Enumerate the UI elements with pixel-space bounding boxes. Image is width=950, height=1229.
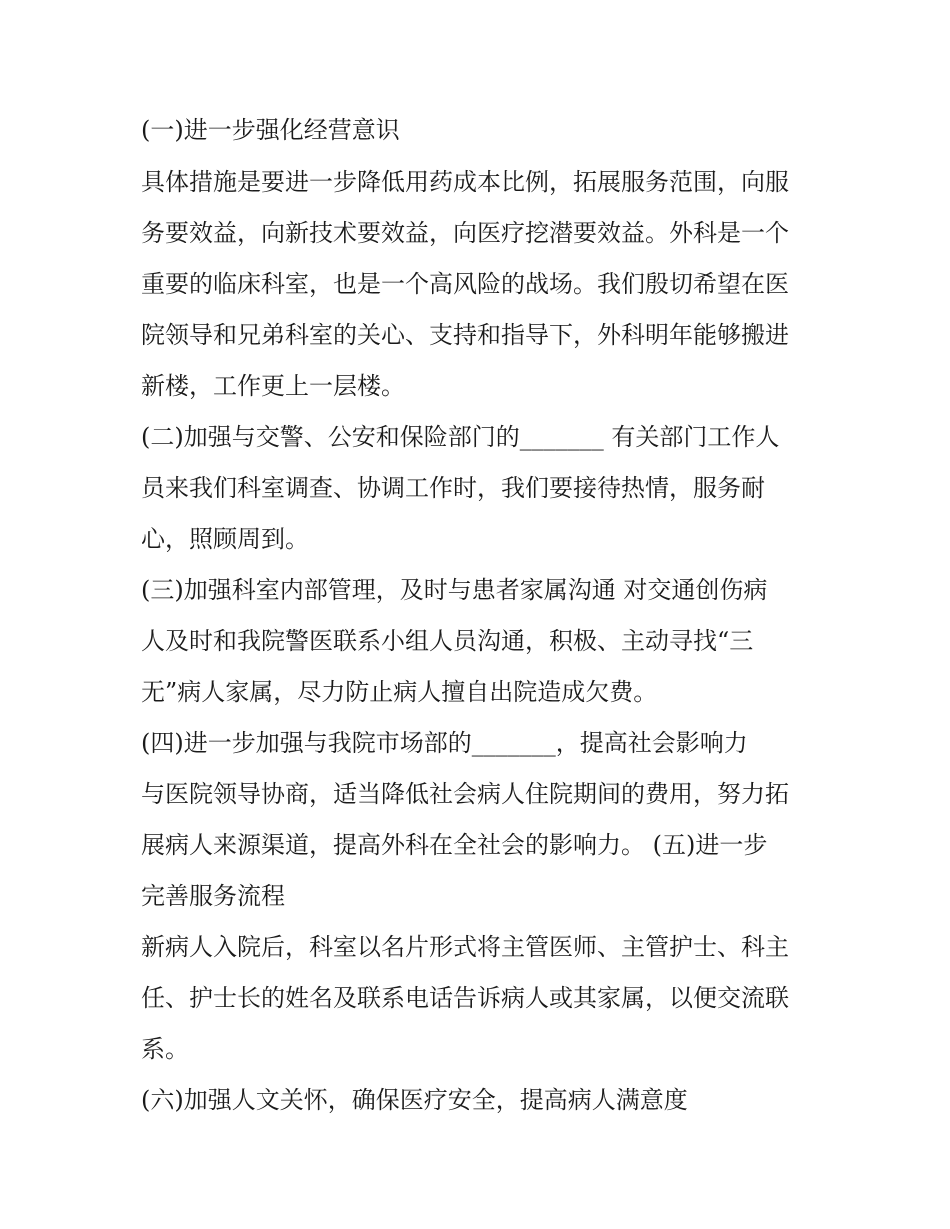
paragraph-line: 务要效益，向新技术要效益，向医疗挖潜要效益。外科是一个 <box>141 219 789 247</box>
heading-5: 完善服务流程 <box>141 882 285 910</box>
paragraph-line: 员来我们科室调查、协调工作时，我们要接待热情，服务耐 <box>141 474 765 502</box>
paragraph-line: 任、护士长的姓名及联系电话告诉病人或其家属，以便交流联 <box>141 984 789 1012</box>
heading-3: (三)加强科室内部管理，及时与患者家属沟通 对交通创伤病 <box>141 576 768 604</box>
paragraph-line: 重要的临床科室，也是一个高风险的战场。我们殷切希望在医 <box>141 270 789 298</box>
paragraph-line: 新病人入院后，科室以名片形式将主管医师、主管护士、科主 <box>141 933 789 961</box>
heading-4: (四)进一步加强与我院市场部的_______，提高社会影响力 <box>141 729 748 757</box>
heading-2: (二)加强与交警、公安和保险部门的_______ 有关部门工作人 <box>141 423 780 451</box>
paragraph-line: 与医院领导协商，适当降低社会病人住院期间的费用，努力拓 <box>141 780 789 808</box>
heading-1: (一)进一步强化经营意识 <box>141 116 400 144</box>
paragraph-line: 新楼，工作更上一层楼。 <box>141 372 405 400</box>
paragraph-line: 展病人来源渠道，提高外科在全社会的影响力。 (五)进一步 <box>141 831 768 859</box>
paragraph-line: 具体措施是要进一步降低用药成本比例，拓展服务范围，向服 <box>141 168 789 196</box>
heading-6: (六)加强人文关怀，确保医疗安全，提高病人满意度 <box>141 1086 688 1114</box>
paragraph-line: 心，照顾周到。 <box>141 525 309 553</box>
paragraph-line: 无”病人家属，尽力防止病人擅自出院造成欠费。 <box>141 678 658 706</box>
paragraph-line: 系。 <box>141 1035 189 1063</box>
paragraph-line: 人及时和我院警医联系小组人员沟通，积极、主动寻找“三 <box>141 627 754 655</box>
paragraph-line: 院领导和兄弟科室的关心、支持和指导下，外科明年能够搬进 <box>141 321 789 349</box>
